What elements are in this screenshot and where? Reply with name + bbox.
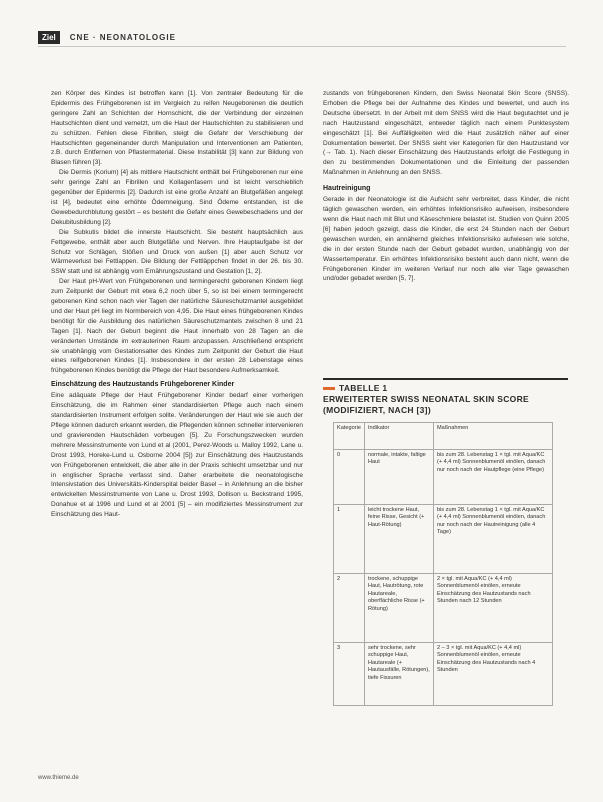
indicator-cell: normale, intakte, faltige Haut (364, 450, 433, 505)
indicator-cell: leicht trockene Haut, feine Risse, Gesicht (+ Haut-Rötung) (364, 505, 433, 574)
skin-score-table (333, 422, 553, 706)
paragraph: Eine adäquate Pflege der Haut Frühgeborener Kinder bedarf einer vorherigen Einschätzung, die im Rahmen einer standardisierten Pflege auch nach einem standardisierten Instrument erfolgen sollte. Veränderungen der Haut wie sie auch der Pflege können dadurch erkannt werden, die Pflegenden können schneller intervenieren und gravierenden Hautschäden vorbeugen [5]. Zu Forschungszwecken wurden mehrere Messinstrumente von Lund et al (2001, Perez-Woods u. Malloy 1992, Lane u. Drost 1993, Horeke-Lund u. Osborne 2004 [5]) zur Einschätzung des Hautzustands von Frühgeborenen entwickelt, die aber alle in der Praxis schlecht umsetzbar und nur in englischer Sprache verfasst sind. Daher erarbeitete die neonatologische Intensivstation des Universitäts-Kinderspital beider Basel – in Anlehnung an die bisher entwickelten Messinstrumente von Lane u. Drost 1993, Dollison u. Beckstrand 1995, Donahue et al 1996 und Lund et al 2001 [5] – ein modifiziertes Messinstrument zur Einschätzung des Haut- (51, 392, 303, 519)
category-cell: 3 (334, 643, 365, 706)
table-row (334, 505, 553, 574)
dash-icon (323, 387, 335, 390)
column-header: Indikator (364, 423, 433, 450)
paragraph: Gerade in der Neonatologie ist die Aufsicht sehr verbreitet, dass Kinder, die nicht täglich gewaschen werden, ein erhöhtes Infektionsrisiko aufweisen, insbesondere wenn die Haut nach mit Blut und Käseschmiere belastet ist. Studien von Quinn 2005 [6] haben jedoch gezeigt, dass die Kinder, die erst 24 Stunden nach der Geburt gewaschen wurden, ein annähernd gleiches Infektionsrisiko aufwiesen wie solche, die in der ersten Stunde nach der Geburt gebadet wurden, unabhängig von der Wassertemperatur. Ein erhöhtes Infektionsrisiko besteht auch dann nicht, wenn die Frühgeborenen Kinder im weiteren Verlauf nur noch alle vier Tage gewaschen und/oder gebadet werden [5, 7]. (323, 196, 569, 283)
page-number: Ziel (38, 31, 60, 44)
measures-cell: 2 – 3 × tgl. mit Aqua/KC (+ 4,4 ml) Sonnenblumenöl einölen, erneute Einschätzung des Hautzustands nach 4 Stunden (433, 643, 552, 706)
indicator-cell: trockene, schuppige Haut, Hautrötung, rote Hautareale, oberflächliche Risse (+ Rötung) (364, 574, 433, 643)
paragraph: Die Subkutis bildet die innerste Hautschicht. Sie besteht hauptsächlich aus Fettgewebe, enthält aber auch Blutgefäße und Nerven. Ihre Hauptaufgabe ist der Schutz vor Schlägen, Stößen und Druck von außen [1] aber auch Schutz vor Wärmeverlust bei Fettlappen. Die Bildung der Fettläppchen findet in der 26. bis 30. SSW statt und ist abhängig vom Ernährungszustand und Gestation [1, 2]. (51, 228, 303, 276)
paragraph: zustands von frühgeborenen Kindern, den Swiss Neonatal Skin Score (SNSS). Erhoben die Pflege bei der Aufnahme des Kindes und bewertet, und auch ins Deutsche übersetzt. In der Arbeit mit dem SNSS wird die Haut begutachtet und je nach Hautzustand eingeschätzt, entweder täglich nach einem Punktesystem eingeschätzt [1]. Bei Auffälligkeiten wird die Haut zusätzlich näher auf einer Dokumentation bewertet. Der SNSS sieht vier Kategorien für den Hautzustand vor (→ Tab. 1). Nach dieser Einschätzung des Hautzustands erfolgt die Festlegung in den zu bestimmenden Dokumentationen und die Einleitung der passenden Maßnahmen in Anlehnung an den SNSS. (323, 90, 569, 177)
table-label-text: TABELLE 1 (339, 383, 388, 393)
indicator-cell: sehr trockene, sehr schuppige Haut, Hautareale (+ Hautausfälle, Rötungen), tiefe Fissuren (364, 643, 433, 706)
category-cell: 2 (334, 574, 365, 643)
column-header: Maßnahmen (433, 423, 552, 450)
section-heading: Hautreinigung (323, 185, 371, 193)
left-column (51, 89, 303, 520)
measures-cell: 2 × tgl. mit Aqua/KC (+ 4,4 ml) Sonnenblumenöl einölen, erneute Einschätzung des Hautzustands nach Stunden nach 12 Stunden (433, 574, 552, 643)
table-row (334, 574, 553, 643)
header-divider (38, 46, 566, 47)
paragraph: Die Dermis (Korium) [4] als mittlere Hautschicht enthält bei Frühgeborenen nur eine sehr geringe Zahl an Fibrillen und Kollagenfasern und ist leicht verschieblich gegenüber der Epidermis [2]. Dadurch ist eine große Anzahl an Blutgefäßen angelegt ist [4], bedeutet eine erhöhte Ödemneigung. Sind Ödeme entstanden, ist die Gewebedurchblutung gestört – es besteht die Gefahr eines Gewebeschadens und der Dekubitusbildung [2]. (51, 169, 303, 226)
table-title: ERWEITERTER SWISS NEONATAL SKIN SCORE (MODIFIZIERT, NACH [3]) (323, 394, 529, 415)
table-box (323, 378, 568, 706)
column-header: Kategorie (334, 423, 365, 450)
category-cell: 1 (334, 505, 365, 574)
table-row (334, 450, 553, 505)
table-top-rule (323, 378, 568, 380)
measures-cell: bis zum 28. Lebenstag 1 × tgl. mit Aqua/KC (+ 4,4 ml) Sonnenblumenöl einölen, danach nur noch nach der Hautpflege (eine Pflege) (433, 450, 552, 505)
table-label (323, 383, 568, 393)
right-column (323, 89, 569, 284)
table-header-row (334, 423, 553, 450)
paragraph: Der Haut pH-Wert von Frühgeborenen und termingerecht geborenen Kindern liegt zum Zeitpunkt der Geburt mit etwa 6,2 noch über 5, so ist bei einem termingerecht geborenen Kind schon nach vier Tagen der natürliche Säureschutzmantel ausgebildet und der Haut pH liegt im Normbereich von 4,95. Die Haut eines frühgeborenen Kindes benötigt für die Ausbildung des natürlichen Säureschutzmantels zwischen 8 und 21 Tagen [1]. Nach der Geburt beginnt die Haut innerhalb von 28 Tagen an die veränderten Umstände im extrauterinen Raum anzupassen. Anschließend entspricht sie unabhängig vom Gestationsalter des Kindes zum Zeitpunkt der Geburt die Haut eines reifgeborenen Kindes [1]. Insbesondere in der ersten 28 Lebenstage eines frühgeborenen Kindes benötigt die Pflege der Haut besondere Aufmerksamkeit. (51, 278, 303, 375)
category-cell: 0 (334, 450, 365, 505)
section-title: CNE · NEONATOLOGIE (69, 32, 176, 42)
table-row (334, 643, 553, 706)
measures-cell: bis zum 28. Lebenstag 1 × tgl. mit Aqua/KC (+ 4,4 ml) Sonnenblumenöl einölen, danach nur noch nach der Hautreinigung (alle 4 Tage) (433, 505, 552, 574)
footer-url[interactable]: www.thieme.de (38, 775, 79, 781)
page-header (38, 30, 176, 44)
section-heading: Einschätzung des Hautzustands Frühgeborener Kinder (51, 381, 235, 389)
paragraph: zen Körper des Kindes ist betroffen kann [1]. Von zentraler Bedeutung für die Epidermis des Frühgeborenen ist im Vergleich zu reifen Neugeborenen die deutlich geringere Zahl an Schichten der Hornschicht, die der Verbindung der einzelnen Hautschichten dient und vernetzt, um die Haut der Hautschichten zu stabilisieren und zu schützen. Fehlen diese Fibrillen, steigt die Gefahr der Verschiebung der Hautschichten gegeneinander durch Manipulation und Interventionen am Patienten, z.B. durch Entfernen von Pflastermaterial. Diese Instabilität [3] kann zur Bildung von Blasen führen [3]. (51, 90, 303, 167)
